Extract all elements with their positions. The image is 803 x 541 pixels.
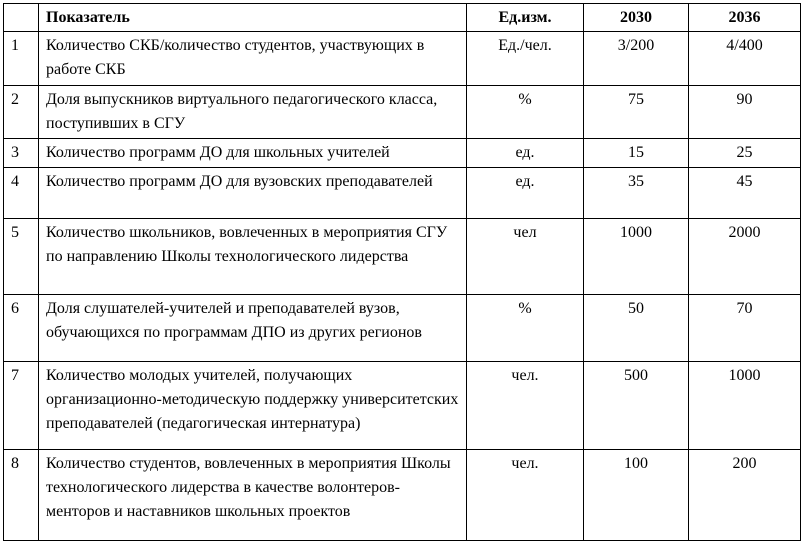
header-number xyxy=(4,4,39,32)
table-row xyxy=(4,362,801,450)
row-number: 7 xyxy=(4,362,39,450)
row-unit: чел xyxy=(467,219,584,295)
row-value-2036: 1000 xyxy=(689,362,801,450)
table-row xyxy=(4,219,801,295)
header-unit: Ед.изм. xyxy=(467,4,584,32)
row-value-2036: 4/400 xyxy=(689,32,801,86)
row-number: 4 xyxy=(4,168,39,219)
row-number: 1 xyxy=(4,32,39,86)
row-value-2030: 50 xyxy=(584,295,689,362)
row-indicator: Доля слушателей-учителей и преподавателей вузов, обучающихся по программам ДПО из других регионов xyxy=(39,295,467,362)
row-unit: Ед./чел. xyxy=(467,32,584,86)
row-number: 3 xyxy=(4,139,39,168)
header-indicator: Показатель xyxy=(39,4,467,32)
table-row xyxy=(4,139,801,168)
row-value-2030: 3/200 xyxy=(584,32,689,86)
row-number: 6 xyxy=(4,295,39,362)
table-row xyxy=(4,86,801,139)
row-value-2036: 45 xyxy=(689,168,801,219)
row-number: 8 xyxy=(4,450,39,541)
row-value-2036: 90 xyxy=(689,86,801,139)
row-unit: чел. xyxy=(467,362,584,450)
row-value-2036: 2000 xyxy=(689,219,801,295)
row-unit: % xyxy=(467,86,584,139)
row-unit: ед. xyxy=(467,168,584,219)
row-indicator: Количество СКБ/количество студентов, участвующих в работе СКБ xyxy=(39,32,467,86)
row-value-2030: 500 xyxy=(584,362,689,450)
row-indicator: Количество молодых учителей, получающих организационно-методическую поддержку университетских преподавателей (педагогическая интернатура) xyxy=(39,362,467,450)
table-row xyxy=(4,450,801,541)
row-value-2030: 75 xyxy=(584,86,689,139)
table-row xyxy=(4,32,801,86)
row-unit: ед. xyxy=(467,139,584,168)
row-indicator: Количество программ ДО для школьных учителей xyxy=(39,139,467,168)
table-row xyxy=(4,168,801,219)
indicators-table xyxy=(3,3,801,541)
header-row xyxy=(4,4,801,32)
row-number: 5 xyxy=(4,219,39,295)
row-indicator: Доля выпускников виртуального педагогического класса, поступивших в СГУ xyxy=(39,86,467,139)
row-value-2036: 70 xyxy=(689,295,801,362)
row-value-2030: 15 xyxy=(584,139,689,168)
row-unit: чел. xyxy=(467,450,584,541)
row-value-2036: 25 xyxy=(689,139,801,168)
row-number: 2 xyxy=(4,86,39,139)
header-year-2030: 2030 xyxy=(584,4,689,32)
row-indicator: Количество студентов, вовлеченных в мероприятия Школы технологического лидерства в качестве волонтеров-менторов и наставников школьных проектов xyxy=(39,450,467,541)
row-value-2030: 100 xyxy=(584,450,689,541)
row-value-2036: 200 xyxy=(689,450,801,541)
header-year-2036: 2036 xyxy=(689,4,801,32)
row-unit: % xyxy=(467,295,584,362)
table-row xyxy=(4,295,801,362)
row-value-2030: 1000 xyxy=(584,219,689,295)
row-indicator: Количество программ ДО для вузовских преподавателей xyxy=(39,168,467,219)
row-value-2030: 35 xyxy=(584,168,689,219)
row-indicator: Количество школьников, вовлеченных в мероприятия СГУ по направлению Школы технологического лидерства xyxy=(39,219,467,295)
